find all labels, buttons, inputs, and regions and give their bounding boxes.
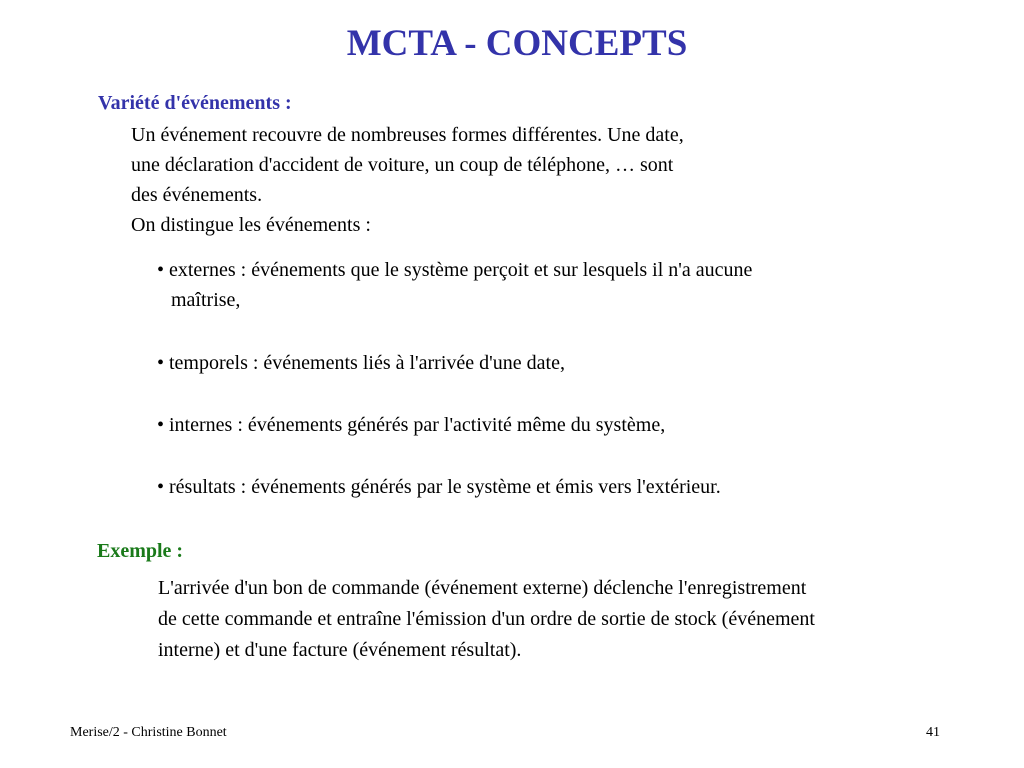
intro-line: une déclaration d'accident de voiture, un coup de téléphone, … sont (131, 154, 674, 176)
example-paragraph (158, 573, 1018, 666)
footer-author: Merise/2 - Christine Bonnet (70, 725, 227, 740)
intro-line: Un événement recouvre de nombreuses formes différentes. Une date, (131, 124, 684, 146)
bullet-text: • internes : événements générés par l'activité même du système, (157, 414, 666, 436)
page-number: 41 (926, 725, 940, 740)
intro-line: On distingue les événements : (131, 214, 371, 236)
example-line: L'arrivée d'un bon de commande (événement externe) déclenche l'enregistrement (158, 577, 807, 599)
example-line: interne) et d'une facture (événement résultat). (158, 639, 522, 661)
intro-line: des événements. (131, 184, 263, 206)
intro-paragraph (131, 120, 891, 240)
slide-title: MCTA - CONCEPTS (346, 23, 688, 64)
bullet-text-continuation: maîtrise, (171, 289, 241, 311)
bullet-text: • temporels : événements liés à l'arrivée d'une date, (157, 352, 565, 374)
example-heading: Exemple : (97, 540, 184, 562)
bullet-text: • résultats : événements générés par le système et émis vers l'extérieur. (157, 476, 721, 498)
example-line: de cette commande et entraîne l'émission d'un ordre de sortie de stock (événement (158, 608, 815, 630)
bullet-text: • externes : événements que le système perçoit et sur lesquels il n'a aucune (157, 259, 753, 281)
bullet-internes (157, 410, 665, 440)
bullet-externes (157, 255, 752, 315)
bullet-temporels (157, 348, 565, 378)
bullet-resultats (157, 472, 721, 502)
section-heading: Variété d'événements : (98, 92, 292, 114)
